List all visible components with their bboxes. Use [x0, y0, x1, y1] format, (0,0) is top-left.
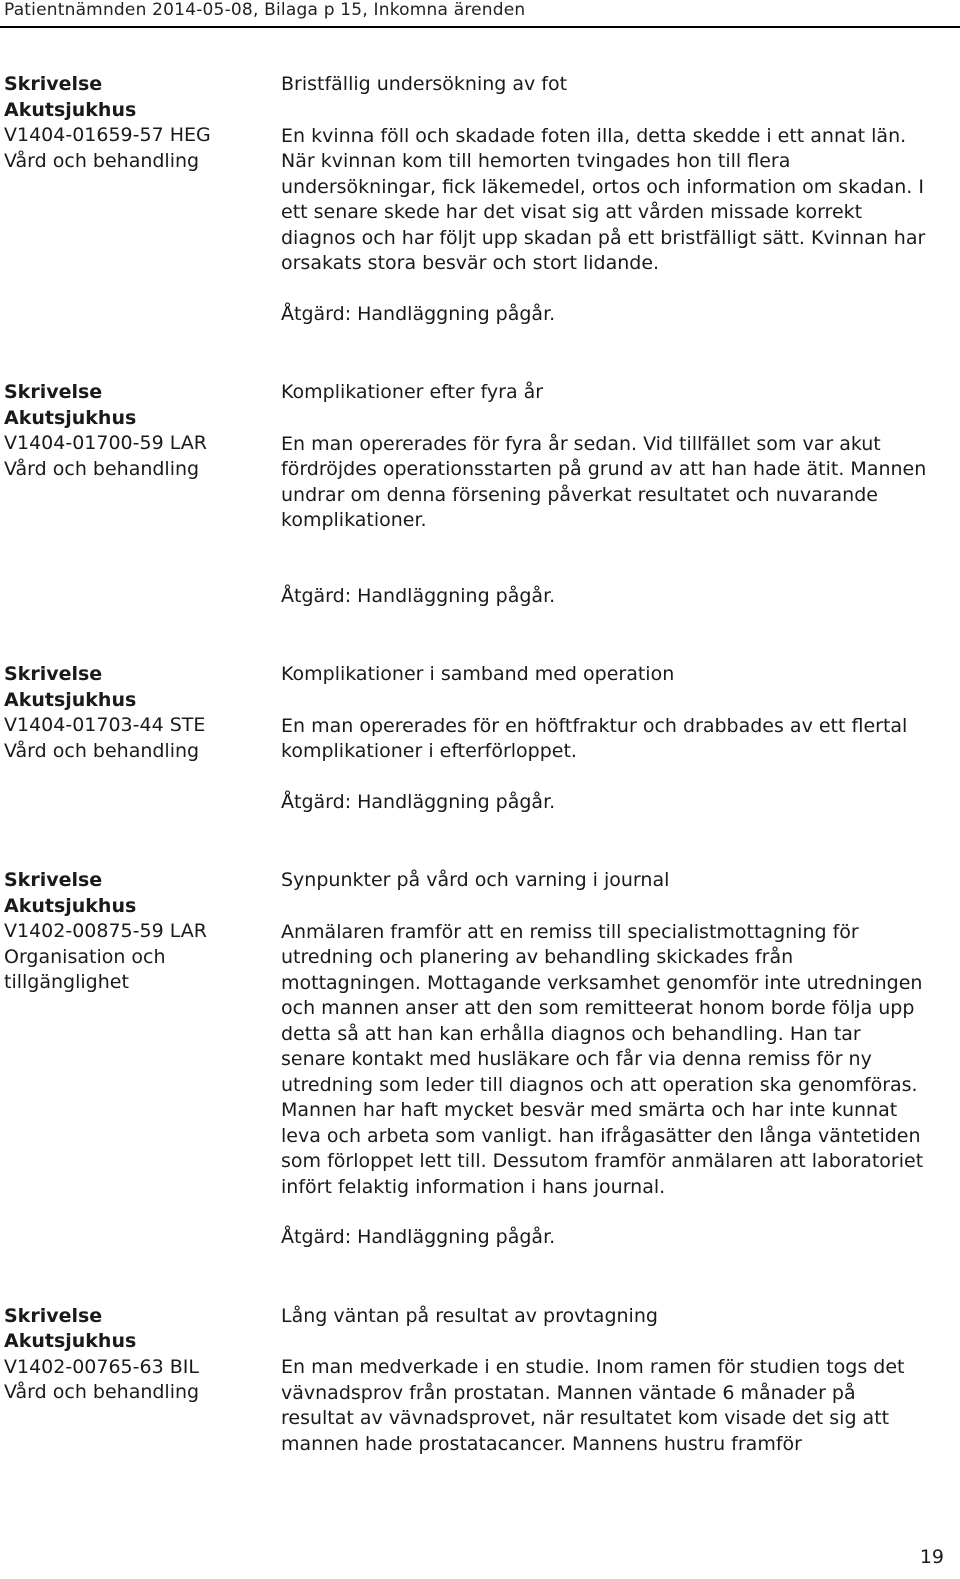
- case-meta: [0, 662, 281, 764]
- case-type: Skrivelse: [4, 381, 103, 403]
- case-category: Organisation och tillgänglighet: [4, 945, 166, 993]
- case-description: En man opererades för fyra år sedan. Vid tillfället som var akut fördröjdes operationsstarten på grund av att han hade ätit. Mannen undrar om denna försening påverkat resultatet och nuvarande komplikationer.: [281, 432, 927, 531]
- case-category: Vård och behandling: [4, 149, 200, 172]
- case-id: V1402-00875-59 LAR: [4, 920, 207, 942]
- case-unit: Akutsjukhus: [4, 406, 137, 429]
- case-meta: [0, 1304, 281, 1406]
- case-description: En man medverkade i en studie. Inom ramen för studien togs det vävnadsprov från prostatan. Mannen väntade 6 månader på resultat av vävnadsprovet, när resultatet kom visade det sig att mannen hade prostatacancer. Mannens hustru framför: [281, 1356, 905, 1455]
- case-list: [0, 72, 960, 1457]
- case-entry: [0, 72, 960, 327]
- case-meta: [0, 380, 281, 482]
- case-unit: Akutsjukhus: [4, 688, 137, 711]
- case-type: Skrivelse: [4, 1304, 103, 1327]
- case-subject: Synpunkter på vård och varning i journal: [281, 869, 670, 891]
- case-unit: Akutsjukhus: [4, 98, 137, 121]
- case-entry: [0, 868, 960, 1251]
- case-category: Vård och behandling: [4, 1381, 200, 1403]
- case-action: Åtgärd: Handläggning pågår.: [281, 790, 556, 813]
- case-entry: [0, 1304, 960, 1458]
- case-description: Anmälaren framför att en remiss till specialistmottagning för utredning och planering av behandling skickades från mottagningen. Mottagande verksamhet genomför inte utredningen och mannen anser att den som remitteerat honom borde följa upp detta så att han kan erhålla diagnos och behandling. Han tar senare kontakt med husläkare och får via denna remiss för ny utredning som leder till diagnos och att operation ska genomföras. Mannen har haft mycket besvär med smärta och har inte kunnat leva och arbeta som vanligt. han ifrågasätter den långa väntetiden som förloppet lett till. Dessutom framför anmälaren att laboratoriet infört felaktig information i hans journal.: [281, 920, 924, 1198]
- case-subject: Komplikationer efter fyra år: [281, 381, 544, 403]
- case-category: Vård och behandling: [4, 739, 200, 762]
- case-subject: Bristfällig undersökning av fot: [281, 73, 568, 95]
- case-type: Skrivelse: [4, 663, 103, 685]
- case-subject: Lång väntan på resultat av provtagning: [281, 1304, 658, 1327]
- case-entry: [0, 380, 960, 609]
- case-body: [281, 1304, 931, 1458]
- case-type: Skrivelse: [4, 869, 103, 891]
- case-unit: Akutsjukhus: [4, 1330, 137, 1352]
- case-description: En kvinna föll och skadade foten illa, detta skedde i ett annat län. När kvinnan kom till hemorten tvingades hon till flera undersökningar, fick läkemedel, ortos och information om skadan. I ett senare skede har det visat sig att vården missade korrekt diagnos och har följt upp skadan på ett bristfälligt sätt. Kvinnan har orsakats stora besvär och stort lidande.: [281, 124, 926, 274]
- case-body: [281, 662, 931, 815]
- case-meta: [0, 72, 281, 174]
- case-category: Vård och behandling: [4, 457, 200, 480]
- case-id: V1404-01703-44 STE: [4, 714, 206, 736]
- page-number: 19: [919, 1546, 944, 1568]
- header-divider: [0, 26, 960, 28]
- case-action: Åtgärd: Handläggning pågår.: [281, 302, 556, 325]
- case-meta: [0, 868, 281, 996]
- case-action: Åtgärd: Handläggning pågår.: [281, 1226, 556, 1248]
- case-type: Skrivelse: [4, 73, 103, 95]
- case-id: V1404-01700-59 LAR: [4, 432, 207, 454]
- case-body: [281, 72, 931, 327]
- case-action: Åtgärd: Handläggning pågår.: [281, 584, 556, 607]
- case-body: [281, 868, 931, 1251]
- page-header: Patientnämnden 2014-05-08, Bilaga p 15, Inkomna ärenden: [4, 0, 526, 20]
- case-body: [281, 380, 931, 609]
- case-unit: Akutsjukhus: [4, 894, 137, 917]
- case-description: En man opererades för en höftfraktur och drabbades av ett flertal komplikationer i efterförloppet.: [281, 714, 908, 762]
- case-id: V1402-00765-63 BIL: [4, 1355, 199, 1378]
- case-entry: [0, 662, 960, 815]
- case-subject: Komplikationer i samband med operation: [281, 663, 675, 685]
- case-id: V1404-01659-57 HEG: [4, 124, 211, 146]
